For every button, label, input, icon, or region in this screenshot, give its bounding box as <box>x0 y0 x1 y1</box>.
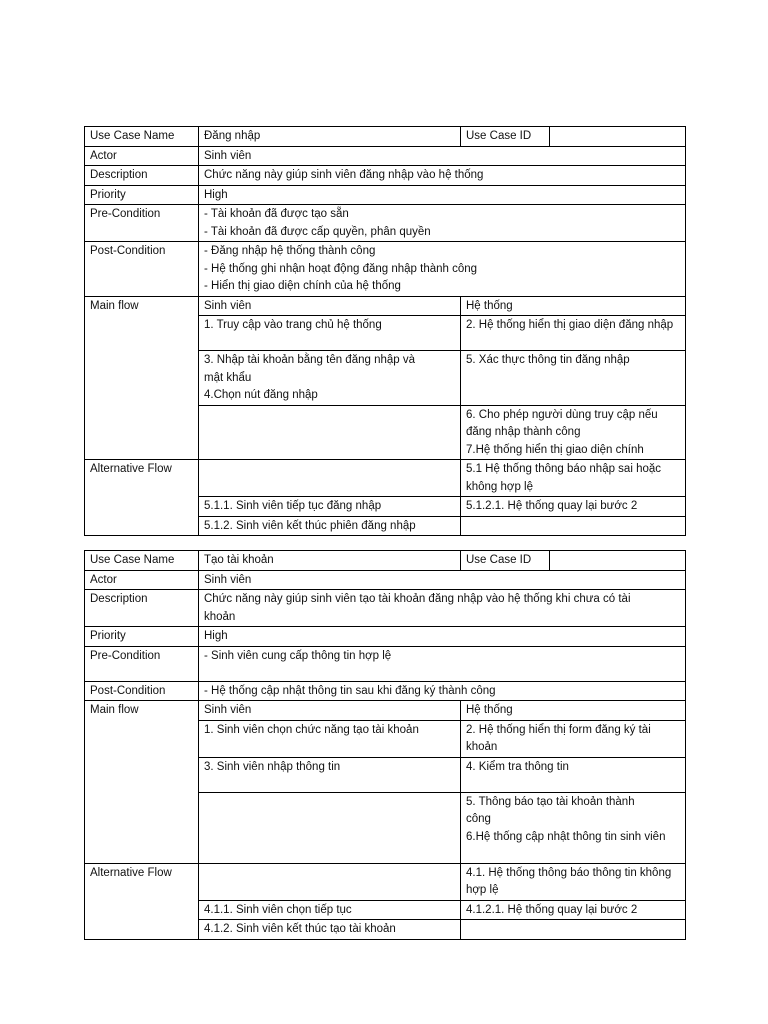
step-text: 4. Kiểm tra thông tin <box>466 760 569 773</box>
description-label: Description <box>85 590 199 627</box>
step-text: 6.Hệ thống cập nhật thông tin sinh viên <box>466 830 666 843</box>
alt-flow-system-step: 4.1.2.1. Hệ thống quay lại bước 2 <box>461 900 686 920</box>
step-text: 5. Xác thực thông tin đăng nhập <box>466 354 630 366</box>
actor-label: Actor <box>85 570 199 590</box>
use-case-name-value: Đăng nhập <box>199 127 461 147</box>
main-flow-system-step <box>461 316 686 351</box>
alt-flow-system-step: 5.1.2.1. Hệ thống quay lại bước 2 <box>461 497 686 517</box>
use-case-id-label: Use Case ID <box>461 551 550 571</box>
postcondition-item: - Đăng nhập hệ thống thành công <box>204 245 376 257</box>
main-flow-actor-step <box>199 405 461 460</box>
priority-label: Priority <box>85 627 199 647</box>
alt-flow-system-step <box>461 863 686 900</box>
step-text: 1. Truy cập vào trang chủ hệ thống <box>204 319 382 331</box>
step-text: 1. Sinh viên chọn chức năng tạo tài khoản <box>204 723 419 736</box>
precondition-value <box>199 205 686 242</box>
actor-column-header: Sinh viên <box>199 296 461 316</box>
alt-flow-actor-step: 4.1.2. Sinh viên kết thúc tạo tài khoản <box>199 920 461 940</box>
description-label: Description <box>85 166 199 186</box>
alt-flow-actor-step: 4.1.1. Sinh viên chọn tiếp tục <box>199 900 461 920</box>
description-text: Chức năng này giúp sinh viên tạo tài khoản đăng nhập vào hệ thống khi chưa có tài khoản <box>204 593 631 623</box>
step-text: 5. Thông báo tạo tài khoản thành công <box>466 795 635 825</box>
main-flow-label: Main flow <box>85 296 199 460</box>
alt-flow-system-step <box>461 460 686 497</box>
postcondition-label: Post-Condition <box>85 242 199 297</box>
use-case-name-label: Use Case Name <box>85 127 199 147</box>
postcondition-label: Post-Condition <box>85 681 199 701</box>
main-flow-label: Main flow <box>85 701 199 864</box>
priority-value: High <box>199 185 686 205</box>
step-text: 2. Hệ thống hiển thị giao diện đăng nhập <box>466 319 674 331</box>
description-value <box>199 590 686 627</box>
alt-flow-actor-step: 5.1.1. Sinh viên tiếp tục đăng nhập <box>199 497 461 517</box>
main-flow-system-step <box>461 792 686 863</box>
main-flow-actor-step <box>199 720 461 757</box>
postcondition-item: - Hệ thống cập nhật thông tin sau khi đăng ký thành công <box>204 684 496 697</box>
precondition-item: - Tài khoản đã được tạo sẵn <box>204 208 349 220</box>
use-case-name-label: Use Case Name <box>85 551 199 571</box>
main-flow-actor-step <box>199 757 461 792</box>
step-text: 4.Chọn nút đăng nhập <box>204 389 318 401</box>
priority-value: High <box>199 627 686 647</box>
main-flow-system-step <box>461 351 686 406</box>
postcondition-item: - Hệ thống ghi nhận hoạt động đăng nhập thành công <box>204 262 478 275</box>
precondition-value <box>199 646 686 681</box>
step-text: 5.1 Hệ thống thông báo nhập sai hoặc không hợp lệ <box>466 463 662 493</box>
use-case-table-create-account <box>84 550 686 940</box>
main-flow-actor-step <box>199 351 461 406</box>
step-text: 3. Sinh viên nhập thông tin <box>204 760 341 773</box>
alt-flow-system-step <box>461 516 686 536</box>
step-text: 4.1. Hệ thống thông báo thông tin không hợp lệ <box>466 866 672 896</box>
postcondition-item: - Hiển thị giao diện chính của hệ thống <box>204 280 401 292</box>
priority-label: Priority <box>85 185 199 205</box>
main-flow-actor-step <box>199 792 461 863</box>
alternative-flow-label: Alternative Flow <box>85 460 199 536</box>
alternative-flow-label: Alternative Flow <box>85 863 199 939</box>
postcondition-value <box>199 242 686 297</box>
step-text: 3. Nhập tài khoản bằng tên đăng nhập và mật khẩu <box>204 354 416 384</box>
precondition-label: Pre-Condition <box>85 205 199 242</box>
use-case-id-label: Use Case ID <box>461 127 550 147</box>
main-flow-system-step <box>461 757 686 792</box>
precondition-item: - Sinh viên cung cấp thông tin hợp lệ <box>204 649 392 662</box>
alt-flow-actor-step <box>199 863 461 900</box>
step-text: 6. Cho phép người dùng truy cập nếu đăng nhập thành công <box>466 408 658 438</box>
alt-flow-actor-step <box>199 460 461 497</box>
actor-column-header: Sinh viên <box>199 701 461 721</box>
main-flow-actor-step <box>199 316 461 351</box>
actor-label: Actor <box>85 146 199 166</box>
system-column-header: Hệ thống <box>461 296 686 316</box>
precondition-item: - Tài khoản đã được cấp quyền, phân quyền <box>204 225 431 238</box>
step-text: 7.Hệ thống hiển thị giao diện chính <box>466 443 644 456</box>
use-case-name-value: Tạo tài khoản <box>199 551 461 571</box>
use-case-id-value <box>550 551 686 571</box>
alt-flow-actor-step: 5.1.2. Sinh viên kết thúc phiên đăng nhập <box>199 516 461 536</box>
step-text: 2. Hệ thống hiển thị form đăng ký tài khoản <box>466 723 651 753</box>
description-value: Chức năng này giúp sinh viên đăng nhập vào hệ thống <box>199 166 686 186</box>
use-case-table-login <box>84 126 686 536</box>
use-case-id-value <box>550 127 686 147</box>
actor-value: Sinh viên <box>199 570 686 590</box>
main-flow-system-step <box>461 720 686 757</box>
actor-value: Sinh viên <box>199 146 686 166</box>
alt-flow-system-step <box>461 920 686 940</box>
postcondition-value <box>199 681 686 701</box>
system-column-header: Hệ thống <box>461 701 686 721</box>
precondition-label: Pre-Condition <box>85 646 199 681</box>
main-flow-system-step <box>461 405 686 460</box>
